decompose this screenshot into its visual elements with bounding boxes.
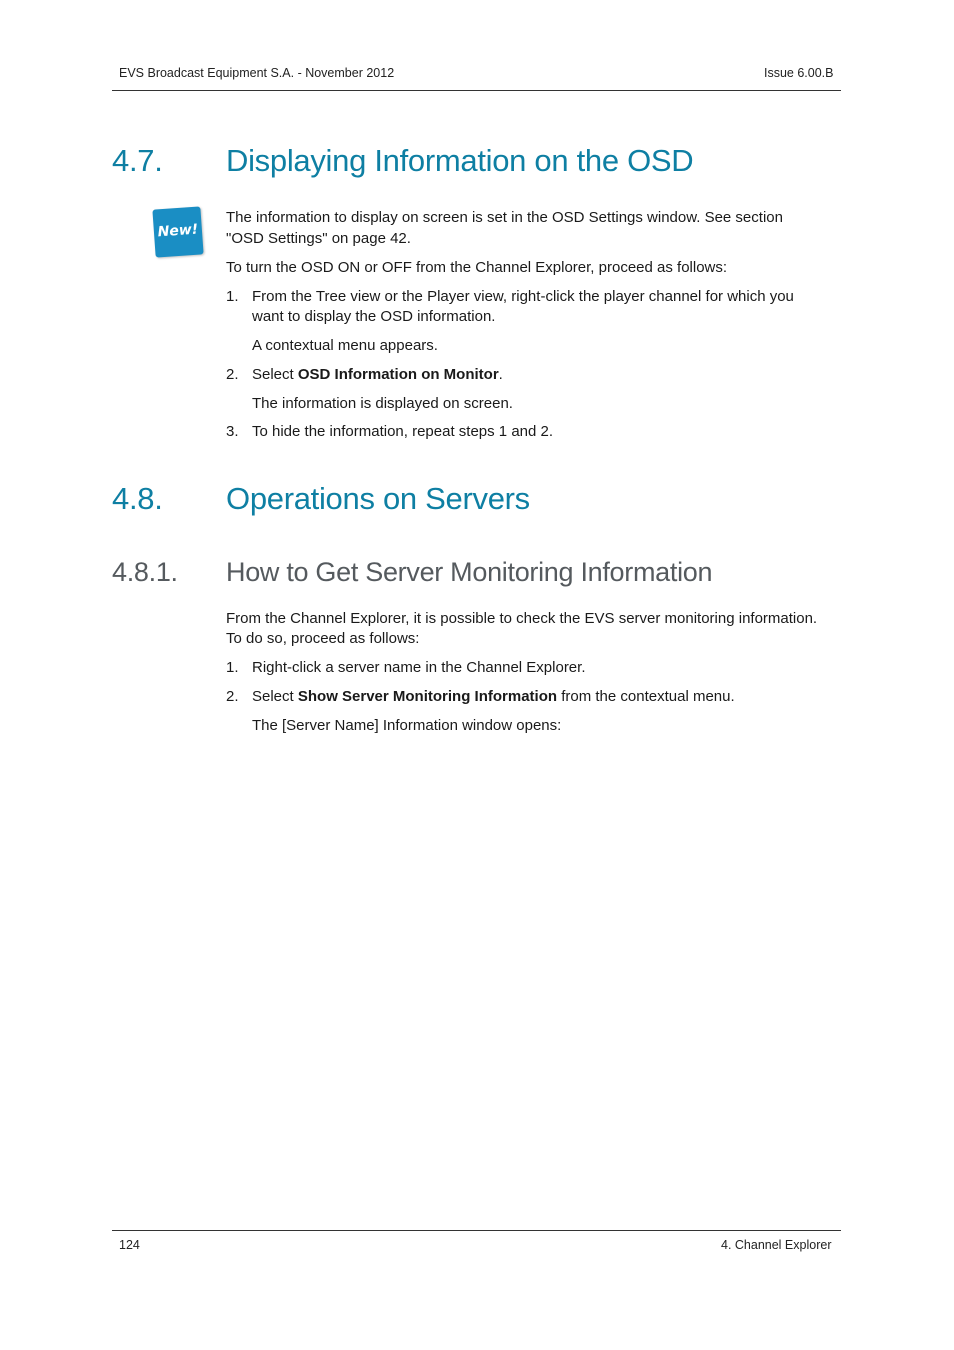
section-heading-4-8 [112,481,812,521]
section-heading-4-8-1 [112,557,812,593]
osd-intro-line-2: "OSD Settings" on page 42. [226,230,411,247]
list-item-text: Right-click a server name in the Channel Explorer. [252,659,586,676]
list-item-number: 2. [226,688,239,705]
section-number: 4.8. [112,481,163,516]
list-item [226,687,846,709]
list-item [226,422,846,444]
section-number: 4.7. [112,143,163,178]
step-result: The [Server Name] Information window opens: [252,717,562,734]
list-item [226,365,846,387]
list-item [226,658,846,680]
list-item [226,287,846,329]
list-item-text: want to display the OSD information. [252,308,496,325]
section-title: Operations on Servers [226,481,530,516]
new-badge-icon [152,206,203,257]
step-result: A contextual menu appears. [252,337,438,354]
new-badge-label: New! [157,221,199,241]
list-item-number: 3. [226,423,239,440]
osd-intro-line-1: The information to display on screen is set in the OSD Settings window. See section [226,209,783,226]
server-intro-line-2: To do so, proceed as follows: [226,630,420,647]
list-item-text: To hide the information, repeat steps 1 and 2. [252,423,554,440]
footer-chapter: 4. Channel Explorer [721,1238,832,1252]
server-intro-line-1: From the Channel Explorer, it is possible to check the EVS server monitoring information. [226,610,818,627]
step-prefix: Select [252,366,298,383]
section-number: 4.8.1. [112,557,178,587]
header-right: Issue 6.00.B [764,66,834,80]
header-rule [112,90,841,91]
step-prefix: Select [252,688,298,705]
menu-command-label: Show Server Monitoring Information [297,688,558,705]
section-title: How to Get Server Monitoring Information [226,557,713,587]
menu-command-label: OSD Information on Monitor [297,366,499,383]
list-item-number: 1. [226,659,239,676]
step-suffix: from the contextual menu. [557,688,735,705]
section-heading-4-7 [112,143,812,183]
footer-rule [112,1230,841,1231]
page-number: 124 [119,1238,140,1252]
osd-procedure-intro: To turn the OSD ON or OFF from the Channel Explorer, proceed as follows: [226,259,728,276]
list-item-text [252,687,735,708]
list-item-text: From the Tree view or the Player view, right-click the player channel for which you [252,288,794,305]
header-left: EVS Broadcast Equipment S.A. - November 2012 [119,66,395,80]
section-title: Displaying Information on the OSD [226,143,694,178]
list-item-text [252,365,503,386]
list-item-number: 1. [226,288,239,305]
list-item-number: 2. [226,366,239,383]
step-result: The information is displayed on screen. [252,395,513,412]
step-suffix: . [498,366,503,383]
